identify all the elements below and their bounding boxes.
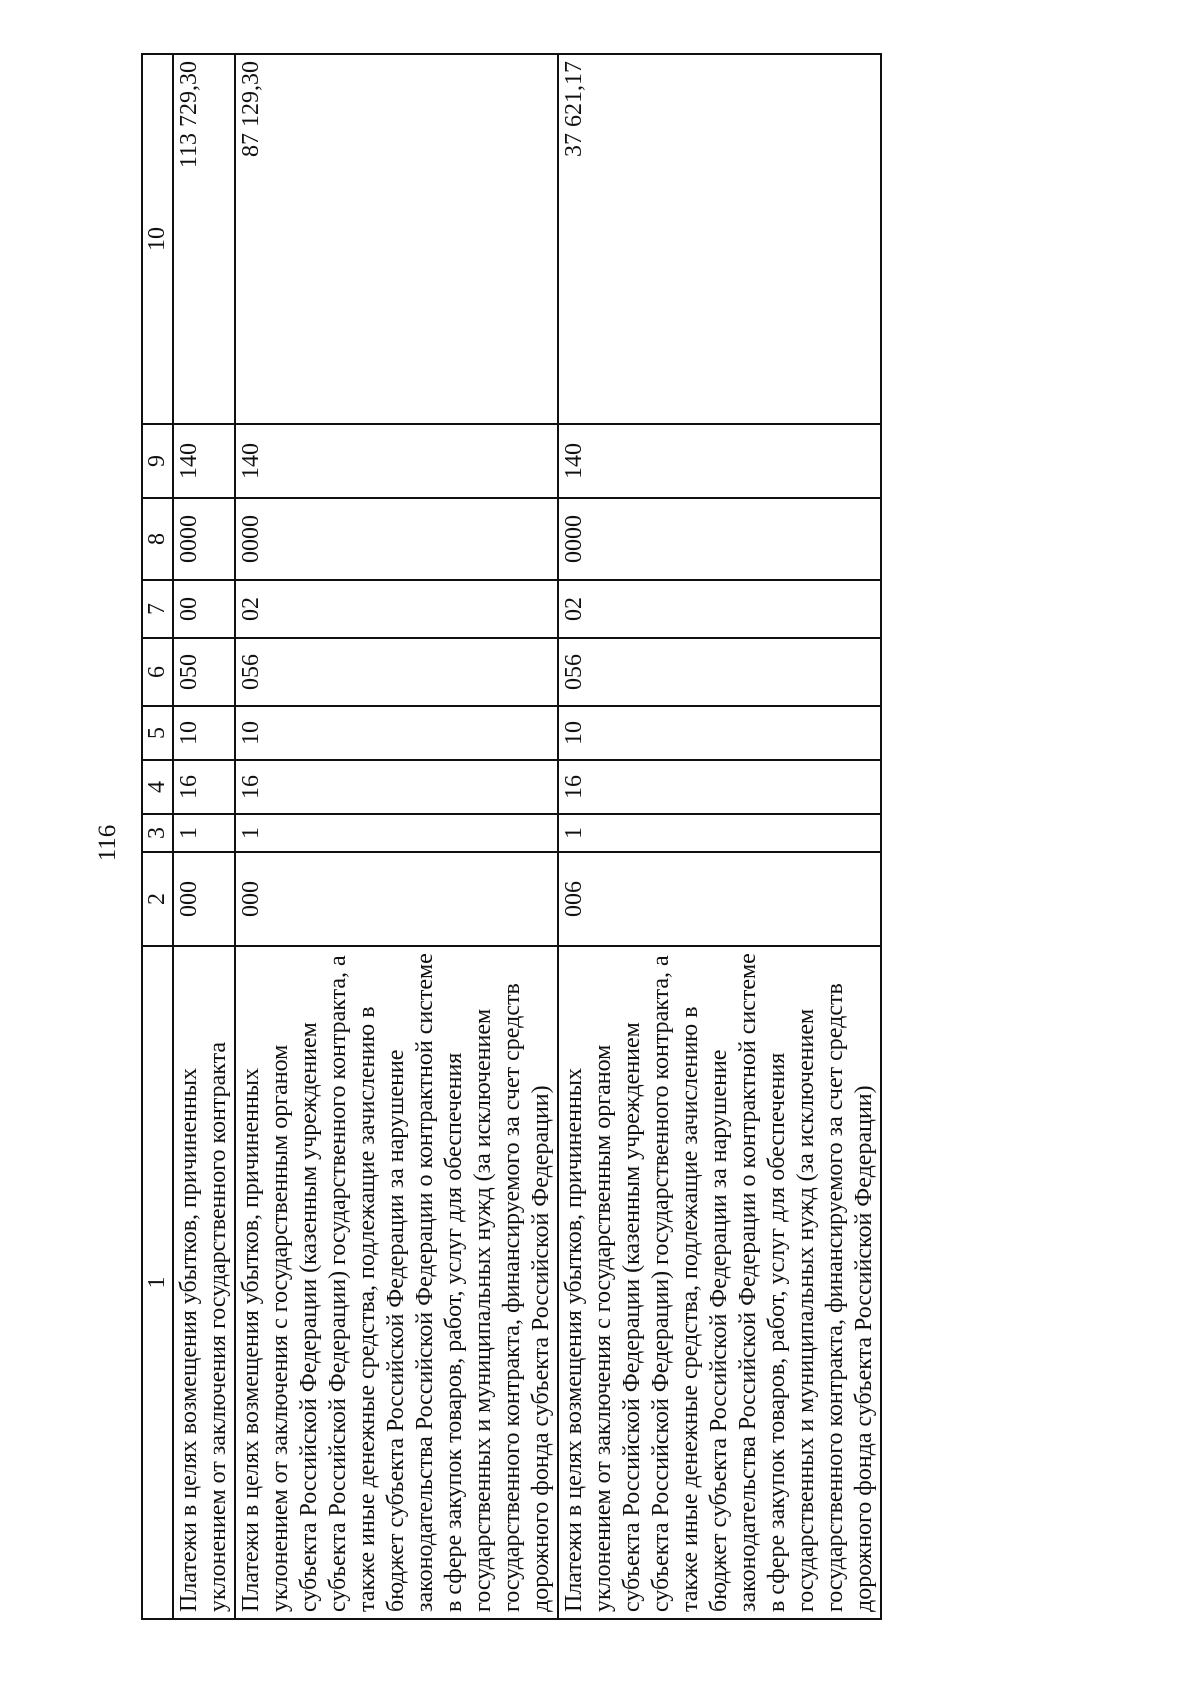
row-amount: 37 621,17: [558, 54, 881, 424]
budget-codes-table: [141, 53, 882, 1620]
code-administrator: 000: [173, 852, 235, 946]
table-row: [235, 54, 558, 1619]
row-amount: 87 129,30: [235, 54, 558, 424]
header-cell-6: 6: [142, 638, 173, 706]
code-subgroup: 16: [558, 760, 881, 814]
page-number: 116: [94, 824, 121, 862]
row-description: Платежи в целях возмещения убытков, причиненных уклонением от заключения с государственным органом субъекта Российской Федерации (казенным учреждением субъекта Российской Федерации) государственного контракта, а также иные денежные средства, подлежащие зачислению в бюджет субъекта Российской Федерации за нарушение законодательства Российской Федерации о контрактной системе в сфере закупок товаров, работ, услуг для обеспечения государственных и муниципальных нужд (за исключением государственного контракта, финансируемого за счет средств дорожного фонда субъекта Российской Федерации): [235, 946, 558, 1619]
header-row: [142, 54, 173, 1619]
header-cell-1: 1: [142, 946, 173, 1619]
table-row: [558, 54, 881, 1619]
code-subgroup: 16: [173, 760, 235, 814]
code-program: 0000: [558, 498, 881, 580]
code-administrator: 006: [558, 852, 881, 946]
header-cell-3: 3: [142, 814, 173, 852]
code-economic: 140: [235, 424, 558, 498]
row-description: Платежи в целях возмещения убытков, причиненных уклонением от заключения государственного контракта: [173, 946, 235, 1619]
code-program: 0000: [235, 498, 558, 580]
header-cell-7: 7: [142, 580, 173, 638]
code-economic: 140: [173, 424, 235, 498]
code-group: 1: [173, 814, 235, 852]
code-subarticle: 056: [558, 638, 881, 706]
code-article: 10: [558, 706, 881, 760]
code-group: 1: [558, 814, 881, 852]
code-group: 1: [235, 814, 558, 852]
header-cell-2: 2: [142, 852, 173, 946]
code-administrator: 000: [235, 852, 558, 946]
code-subarticle: 050: [173, 638, 235, 706]
code-article: 10: [173, 706, 235, 760]
header-cell-10: 10: [142, 54, 173, 424]
header-cell-4: 4: [142, 760, 173, 814]
header-cell-8: 8: [142, 498, 173, 580]
code-economic: 140: [558, 424, 881, 498]
row-description: Платежи в целях возмещения убытков, причиненных уклонением от заключения с государственным органом субъекта Российской Федерации (казенным учреждением субъекта Российской Федерации) государственного контракта, а также иные денежные средства, подлежащие зачислению в бюджет субъекта Российской Федерации за нарушение законодательства Российской Федерации о контрактной системе в сфере закупок товаров, работ, услуг для обеспечения государственных и муниципальных нужд (за исключением государственного контракта, финансируемого за счет средств дорожного фонда субъекта Российской Федерации): [558, 946, 881, 1619]
code-element: 00: [173, 580, 235, 638]
code-program: 0000: [173, 498, 235, 580]
row-amount: 113 729,30: [173, 54, 235, 424]
code-subarticle: 056: [235, 638, 558, 706]
rotated-table-sheet: [141, 55, 882, 1620]
table-row: [173, 54, 235, 1619]
code-element: 02: [558, 580, 881, 638]
header-cell-9: 9: [142, 424, 173, 498]
code-article: 10: [235, 706, 558, 760]
code-subgroup: 16: [235, 760, 558, 814]
code-element: 02: [235, 580, 558, 638]
header-cell-5: 5: [142, 706, 173, 760]
